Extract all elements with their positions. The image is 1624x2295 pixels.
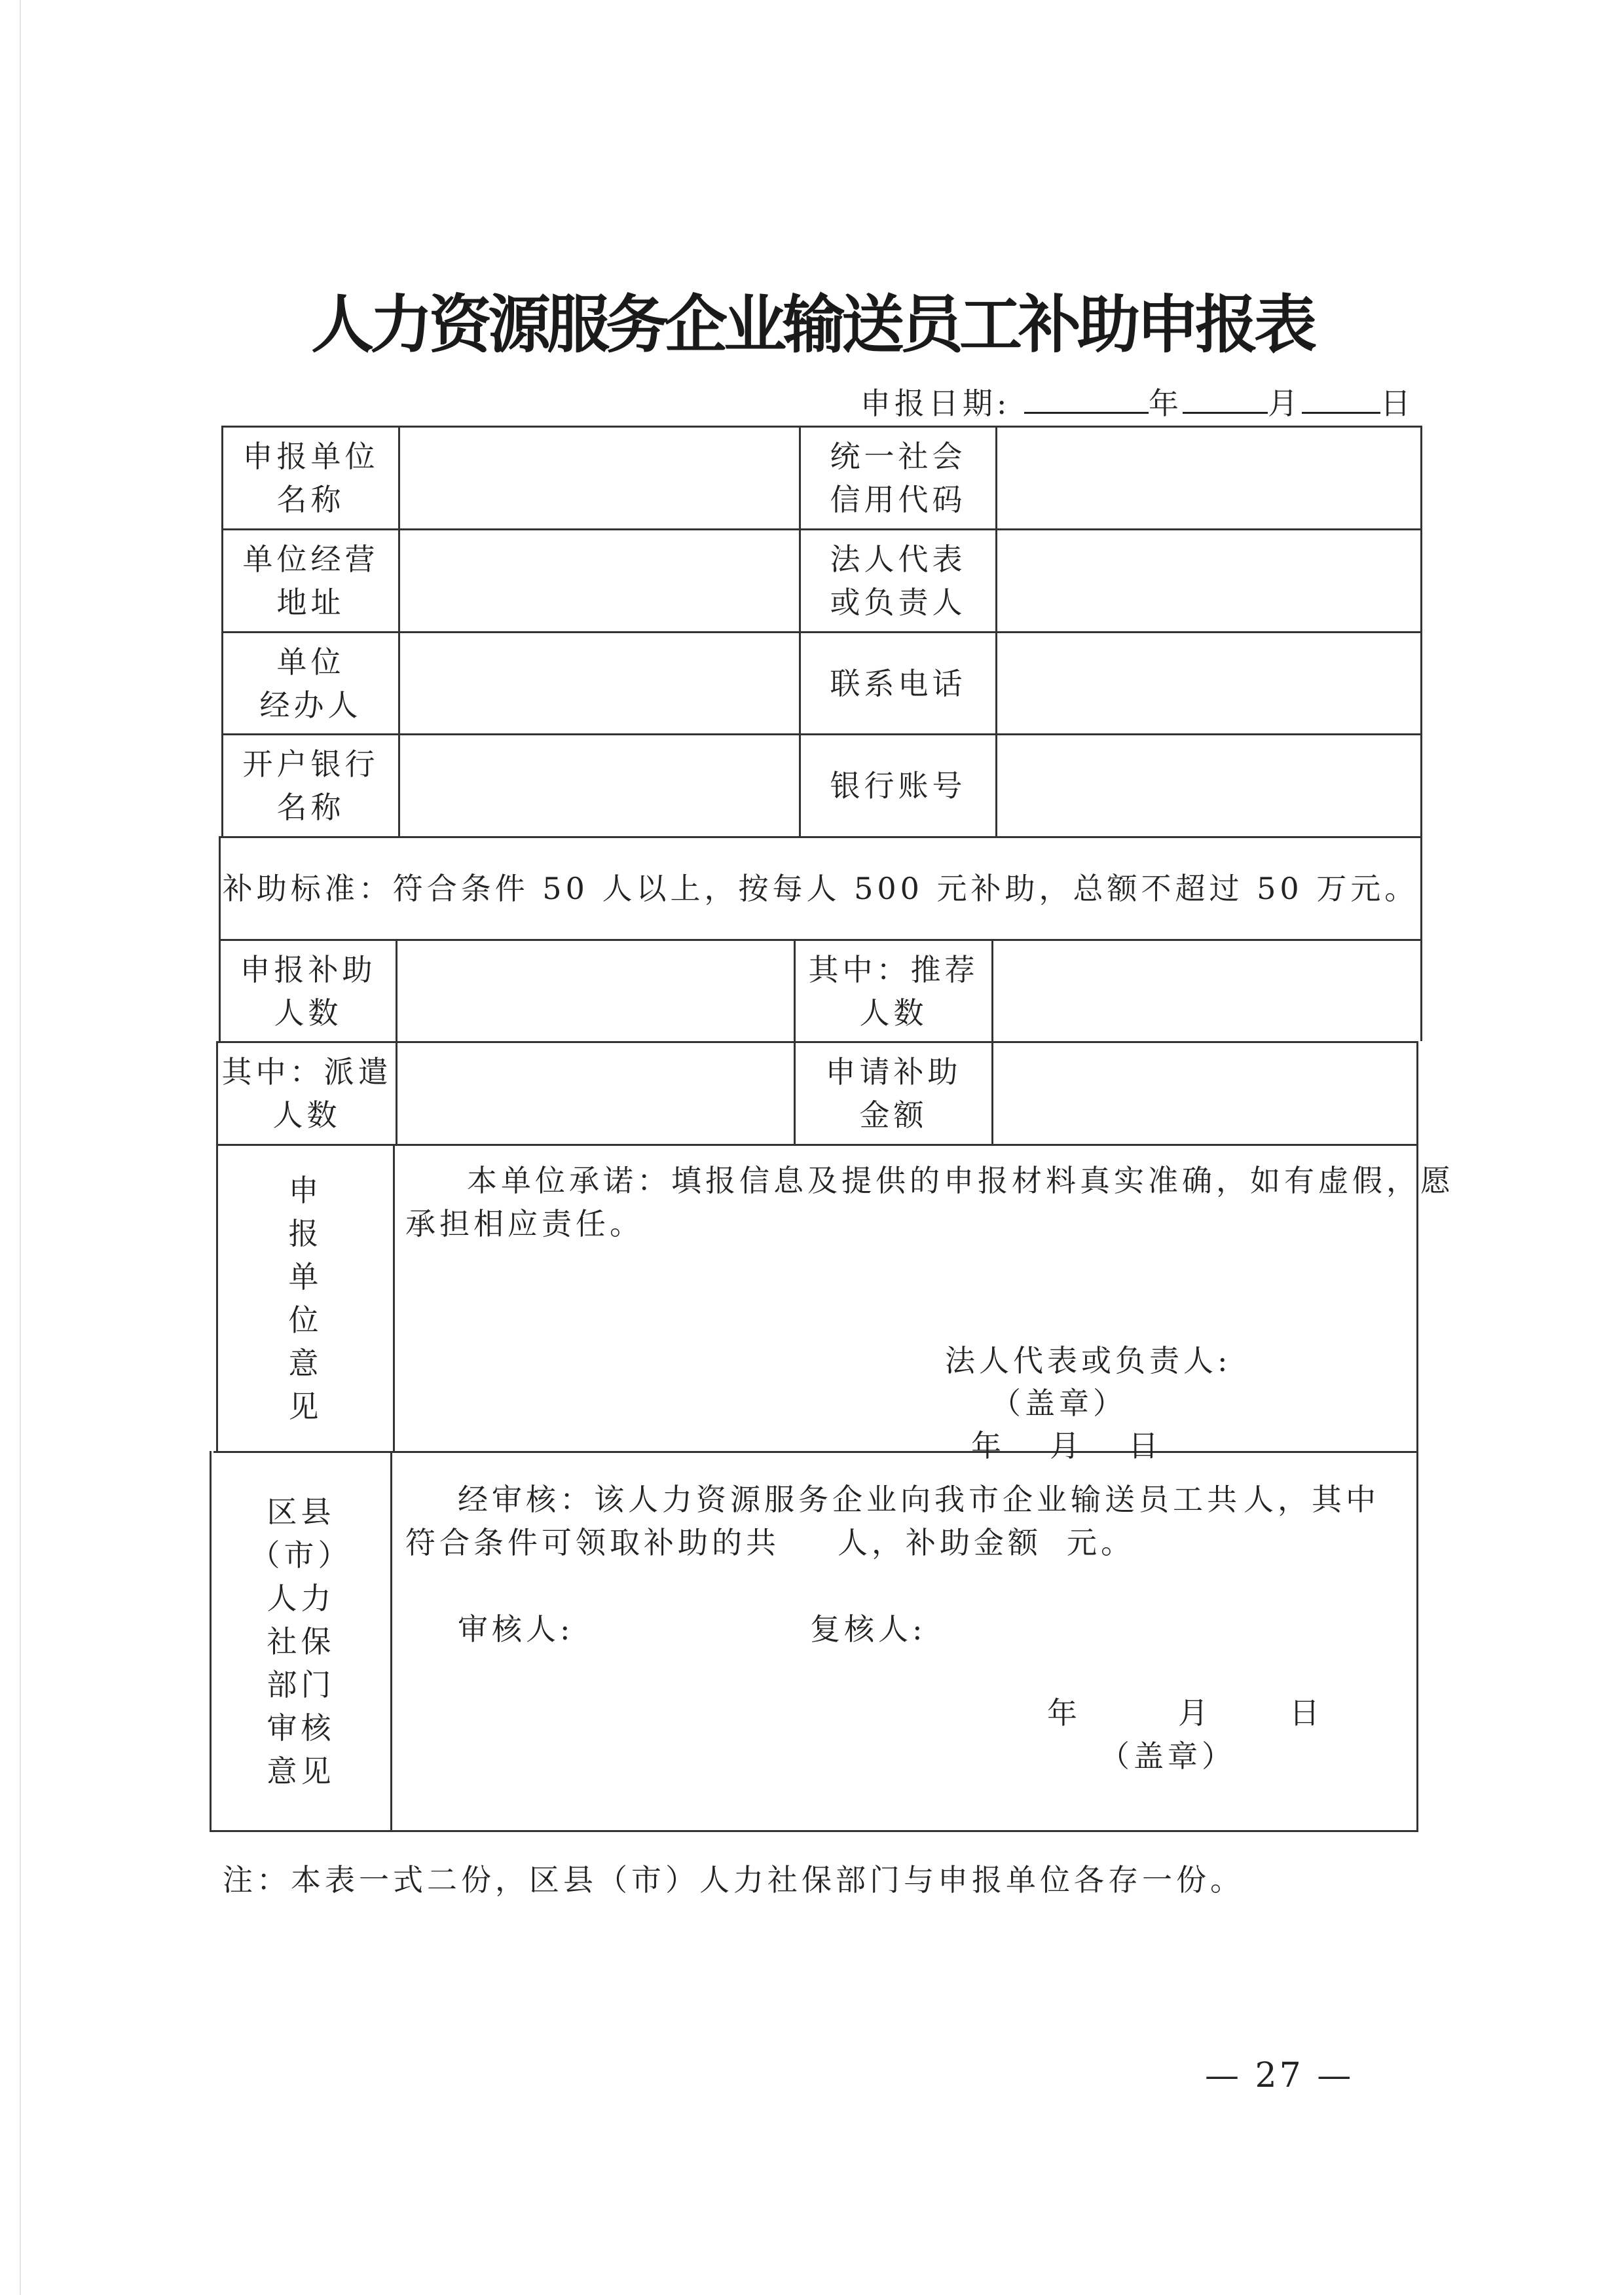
date-label: 申报日期:: [860, 386, 1011, 421]
recommended-count-field[interactable]: [993, 941, 1416, 1041]
phone-field[interactable]: [997, 633, 1420, 733]
legal-rep-signature-label: 法人代表或负责人:: [945, 1343, 1232, 1378]
review-day: 日: [1289, 1695, 1323, 1731]
bank-account-field[interactable]: [997, 735, 1420, 836]
date-month-unit: 月: [1268, 386, 1302, 421]
opinion-seal: （盖章）: [991, 1386, 1127, 1421]
review-line-1a: 经审核：该人力资源服务企业向我市企业输送员工共: [458, 1482, 1241, 1517]
opinion-label: 申 报 单 位 意 见: [288, 1173, 323, 1424]
promise-line-1: 本单位承诺：填报信息及提供的申报材料真实准确，如有虚假，愿: [467, 1163, 1454, 1198]
review-line-2c: 元。: [1067, 1525, 1135, 1560]
unit-name-label: 申报单位 名称: [242, 439, 379, 517]
subsidy-standard: 补助标准：符合条件 50 人以上，按每人 500 元补助，总额不超过 50 万元。: [222, 871, 1419, 906]
opinion-area[interactable]: [395, 1146, 1454, 1463]
form-title: 人力资源服务企业输送员工补助申报表: [311, 288, 1313, 361]
review-line-2b: 人，补助金额: [838, 1525, 1042, 1560]
date-month-field[interactable]: [1183, 383, 1268, 414]
review-seal: （盖章）: [1099, 1738, 1236, 1774]
application-form-table: [210, 426, 1454, 1832]
dispatched-count-field[interactable]: [397, 1043, 794, 1144]
opinion-month: 月: [1050, 1428, 1084, 1463]
applied-count-label: 申报补助 人数: [240, 951, 377, 1031]
rechecker-label: 复核人:: [810, 1611, 927, 1647]
credit-code-field[interactable]: [997, 428, 1420, 528]
phone-label: 联系电话: [830, 665, 967, 701]
credit-code-label: 统一社会 信用代码: [830, 439, 967, 517]
handler-label: 单位 经办人: [259, 644, 362, 723]
handler-field[interactable]: [400, 633, 799, 733]
report-date: [860, 380, 1414, 423]
opinion-year: 年: [971, 1428, 1005, 1463]
bank-name-label: 开户银行 名称: [242, 746, 379, 825]
amount-label: 申请补助 金额: [825, 1054, 962, 1133]
applied-count-field[interactable]: [397, 941, 794, 1041]
opinion-day: 日: [1128, 1428, 1162, 1463]
unit-name-field[interactable]: [400, 428, 799, 528]
review-year: 年: [1047, 1695, 1081, 1731]
dispatched-count-label: 其中：派遣 人数: [221, 1054, 392, 1133]
review-line-2a: 符合条件可领取补助的共: [405, 1525, 780, 1560]
promise-line-2: 承担相应责任。: [405, 1206, 644, 1241]
legal-rep-field[interactable]: [997, 530, 1420, 631]
date-year-unit: 年: [1149, 386, 1183, 421]
date-day-unit: 日: [1380, 386, 1414, 421]
legal-rep-label: 法人代表 或负责人: [830, 542, 967, 620]
page-number: — 27 —: [1205, 2056, 1354, 2095]
bank-account-label: 银行账号: [830, 768, 967, 803]
review-label: 区县 （市） 人力 社保 部门 审核 意见: [249, 1494, 352, 1789]
date-day-field[interactable]: [1302, 383, 1380, 414]
reviewer-label: 审核人:: [458, 1611, 574, 1647]
review-line-1b: 人，其中: [1244, 1482, 1380, 1517]
review-area[interactable]: [392, 1453, 1416, 1830]
address-label: 单位经营 地址: [242, 542, 379, 620]
recommended-count-label: 其中：推荐 人数: [808, 951, 979, 1031]
review-month: 月: [1178, 1695, 1212, 1731]
date-year-field[interactable]: [1024, 383, 1149, 414]
bank-name-field[interactable]: [400, 735, 799, 836]
footnote: 注：本表一式二份，区县（市）人力社保部门与申报单位各存一份。: [223, 1862, 1244, 1898]
amount-field[interactable]: [993, 1043, 1416, 1144]
address-field[interactable]: [400, 530, 799, 631]
